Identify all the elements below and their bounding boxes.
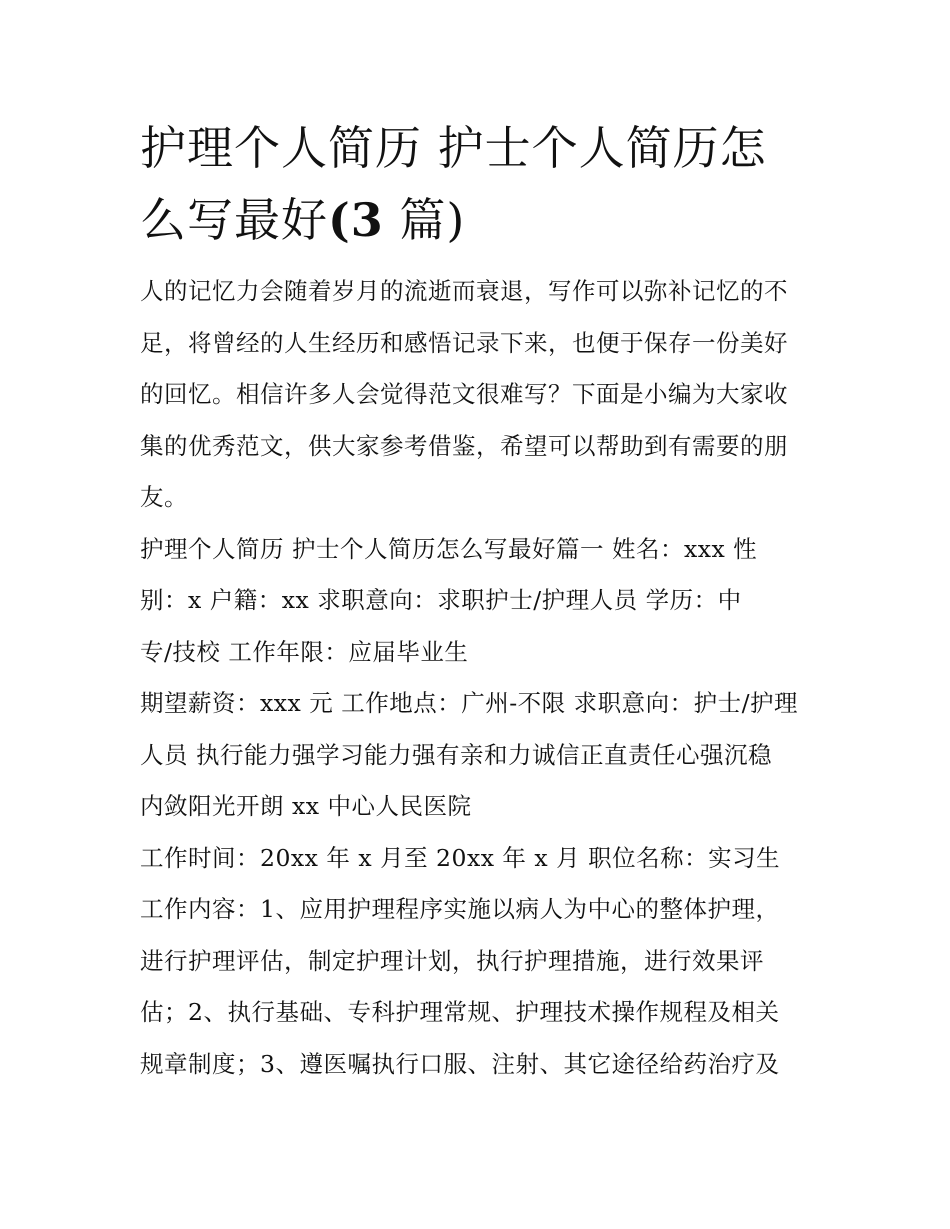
resume-line: 专/技校 工作年限：应届毕业生 — [140, 637, 469, 666]
resume-line: 工作内容：1、应用护理程序实施以病人为中心的整体护理， — [140, 895, 780, 923]
document-page — [140, 112, 814, 1090]
title-line-2-text: 么写最好 — [140, 193, 328, 247]
resume-expectation-paragraph — [140, 678, 814, 833]
intro-line: 集的优秀范文，供大家参考借鉴，希望可以帮助到有需要的朋 — [140, 431, 788, 460]
title-line-1: 护理个人简历 护士个人简历怎 — [140, 121, 767, 175]
resume-line: 内敛阳光开朗 xx 中心人民医院 — [140, 792, 472, 820]
resume-line: 估；2、执行基础、专科护理常规、护理技术操作规程及相关 — [140, 998, 780, 1026]
resume-line: 人员 执行能力强学习能力强有亲和力诚信正直责任心强沉稳 — [140, 740, 772, 769]
title-line-2-end: 篇) — [399, 193, 466, 247]
title-line-2-bold: (3 — [328, 193, 384, 247]
intro-line: 友。 — [140, 483, 188, 511]
document-title — [140, 112, 814, 256]
resume-line: 护理个人简历 护士个人简历怎么写最好篇一 姓名：xxx 性 — [140, 534, 758, 563]
title-line-2 — [140, 184, 814, 256]
resume-line: 规章制度；3、遵医嘱执行口服、注射、其它途径给药治疗及 — [140, 1049, 780, 1078]
resume-line: 进行护理评估，制定护理计划，执行护理措施，进行效果评 — [140, 946, 764, 975]
intro-line: 的回忆。相信许多人会觉得范文很难写？下面是小编为大家收 — [140, 380, 788, 408]
resume-line: 别：x 户籍：xx 求职意向：求职护士/护理人员 学历：中 — [140, 586, 742, 614]
resume-basic-info-paragraph — [140, 524, 814, 679]
intro-line: 足，将曾经的人生经历和感悟记录下来，也便于保存一份美好 — [140, 328, 788, 357]
intro-line: 人的记忆力会随着岁月的流逝而衰退，写作可以弥补记忆的不 — [140, 277, 788, 305]
resume-work-time-paragraph — [140, 833, 814, 885]
intro-paragraph — [140, 266, 814, 524]
resume-line: 期望薪资：xxx 元 工作地点：广州-不限 求职意向：护士/护理 — [140, 689, 799, 717]
resume-line: 工作时间：20xx 年 x 月至 20xx 年 x 月 职位名称：实习生 — [140, 843, 781, 872]
resume-work-content-paragraph — [140, 884, 814, 1090]
